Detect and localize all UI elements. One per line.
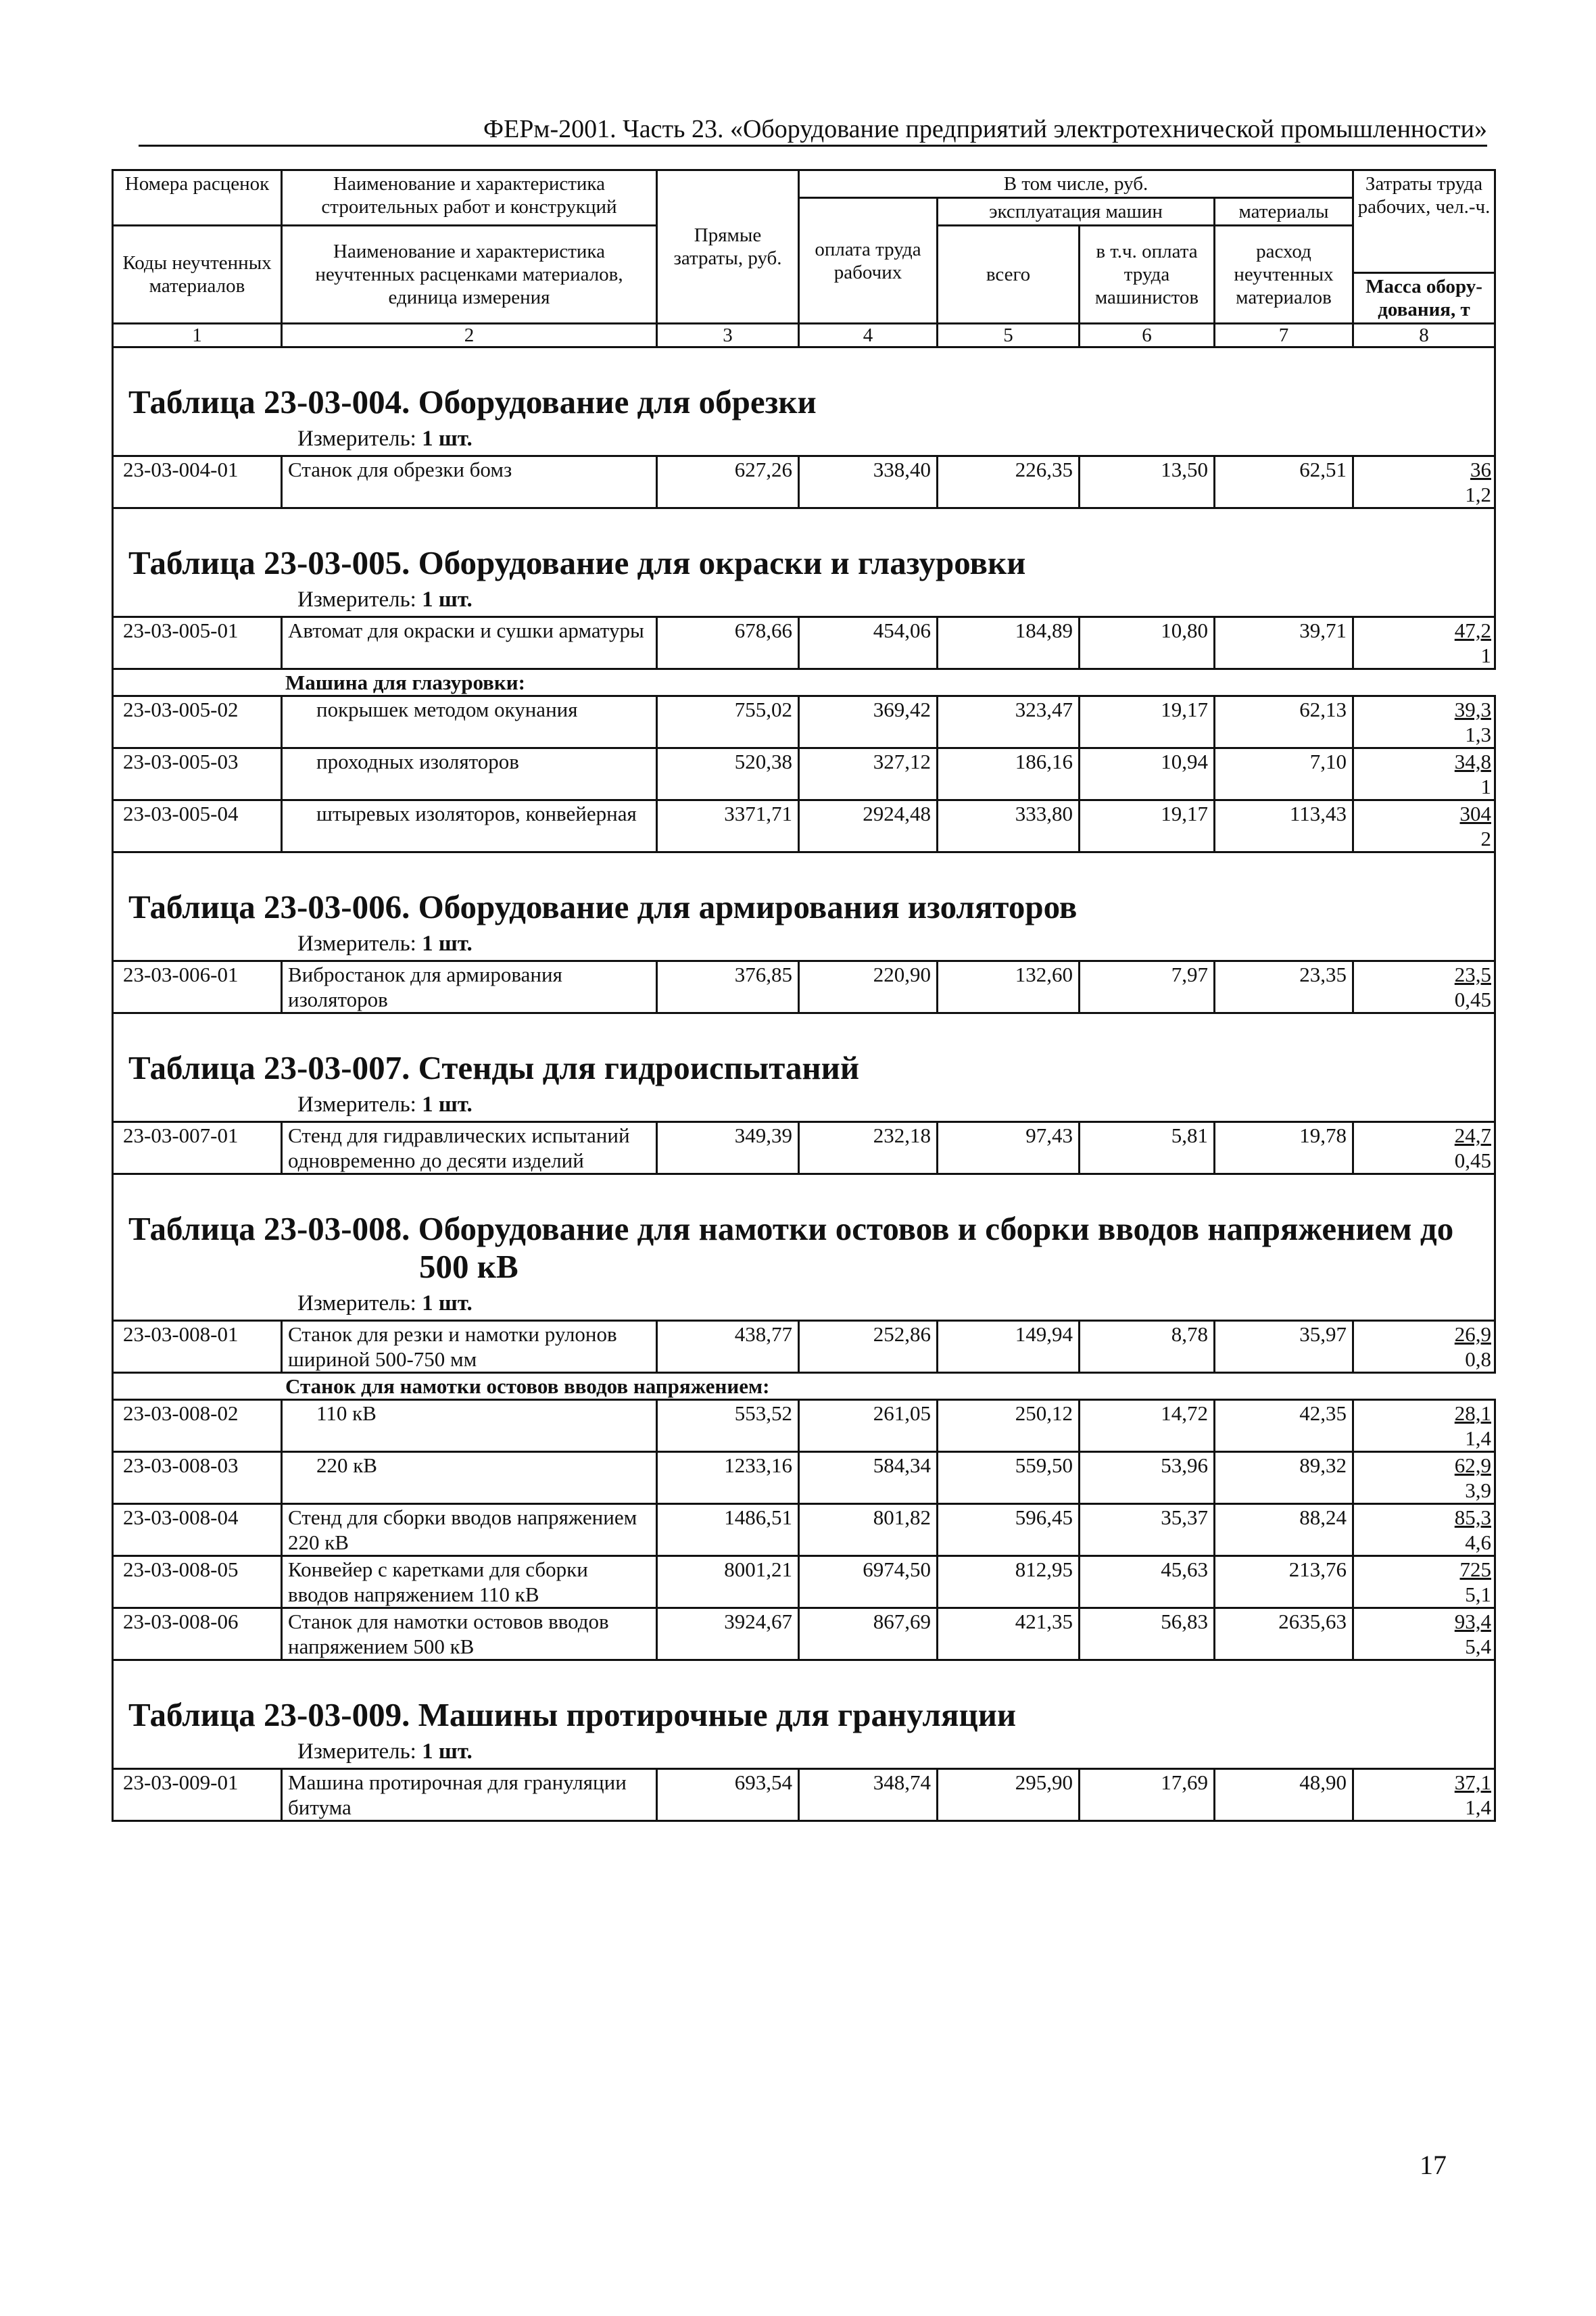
section-heading xyxy=(113,508,1495,617)
section-title-text: Таблица 23-03-008. Оборудование для намотки остовов и сборки вводов напряжением до xyxy=(128,1210,1454,1247)
machines-total: 132,60 xyxy=(938,961,1080,1013)
meter-unit: 1 шт. xyxy=(422,587,473,612)
labour-hours: 37,1 xyxy=(1454,1770,1491,1794)
column-numbers-row xyxy=(113,324,1495,347)
materials-cost: 42,35 xyxy=(1215,1400,1353,1452)
column-number: 5 xyxy=(938,324,1080,347)
section-title xyxy=(114,348,1494,421)
section-heading-row xyxy=(113,852,1495,961)
section-meter xyxy=(114,1286,1494,1320)
table-row xyxy=(113,748,1495,800)
worker-pay: 220,90 xyxy=(799,961,938,1013)
work-name: штыревых изоляторов, конвейерная xyxy=(282,800,657,852)
work-name: 220 кВ xyxy=(282,1452,657,1504)
equipment-mass: 3,9 xyxy=(1465,1478,1491,1502)
equipment-mass: 0,8 xyxy=(1465,1347,1491,1371)
header-direct-costs: Прямые затраты, руб. xyxy=(657,170,799,324)
machinist-pay: 53,96 xyxy=(1080,1452,1215,1504)
machinist-pay: 19,17 xyxy=(1080,800,1215,852)
meter-label: Измеритель: xyxy=(297,1291,422,1316)
materials-cost: 7,10 xyxy=(1215,748,1353,800)
machinist-pay: 56,83 xyxy=(1080,1608,1215,1660)
machinist-pay: 10,80 xyxy=(1080,617,1215,669)
column-number: 1 xyxy=(113,324,282,347)
table-header xyxy=(113,170,1495,347)
materials-cost: 88,24 xyxy=(1215,1504,1353,1556)
worker-pay: 327,12 xyxy=(799,748,938,800)
materials-cost: 35,97 xyxy=(1215,1321,1353,1373)
equipment-mass: 4,6 xyxy=(1465,1530,1491,1554)
direct-costs: 1486,51 xyxy=(657,1504,799,1556)
rate-code: 23-03-005-01 xyxy=(113,617,282,669)
column-number: 8 xyxy=(1353,324,1495,347)
section-title-text: Таблица 23-03-004. Оборудование для обрезки xyxy=(128,383,817,420)
section-title-text: Таблица 23-03-007. Стенды для гидроиспытаний xyxy=(128,1049,860,1086)
machines-total: 226,35 xyxy=(938,456,1080,508)
table-row xyxy=(113,1556,1495,1608)
meter-label: Измеритель: xyxy=(297,1092,422,1117)
header-including-group: В том числе, руб. xyxy=(799,170,1353,198)
section-title xyxy=(114,1175,1494,1286)
equipment-mass: 1 xyxy=(1480,775,1491,798)
meter-unit: 1 шт. xyxy=(422,1739,473,1764)
worker-pay: 2924,48 xyxy=(799,800,938,852)
machinist-pay: 19,17 xyxy=(1080,696,1215,748)
labour-hours: 304 xyxy=(1459,802,1491,825)
work-name: Станок для намотки остовов вводов напряжением 500 кВ xyxy=(282,1608,657,1660)
group-subheader-row xyxy=(113,1373,1495,1400)
section-meter xyxy=(114,1734,1494,1768)
column-number: 4 xyxy=(799,324,938,347)
labour-and-mass xyxy=(1353,748,1495,800)
meter-unit: 1 шт. xyxy=(422,1092,473,1117)
rate-code: 23-03-008-01 xyxy=(113,1321,282,1373)
meter-label: Измеритель: xyxy=(297,1739,422,1764)
equipment-mass: 1,4 xyxy=(1465,1426,1491,1450)
equipment-mass: 1,3 xyxy=(1465,723,1491,746)
machines-total: 149,94 xyxy=(938,1321,1080,1373)
section-heading-row xyxy=(113,1660,1495,1769)
labour-hours: 93,4 xyxy=(1454,1610,1491,1633)
work-name: Стенд для сборки вводов напряжением 220 кВ xyxy=(282,1504,657,1556)
section-heading xyxy=(113,852,1495,961)
direct-costs: 755,02 xyxy=(657,696,799,748)
machinist-pay: 5,81 xyxy=(1080,1122,1215,1174)
labour-hours: 34,8 xyxy=(1454,750,1491,773)
labour-and-mass xyxy=(1353,1608,1495,1660)
worker-pay: 454,06 xyxy=(799,617,938,669)
direct-costs: 3924,67 xyxy=(657,1608,799,1660)
direct-costs: 553,52 xyxy=(657,1400,799,1452)
labour-and-mass xyxy=(1353,617,1495,669)
equipment-mass: 1,2 xyxy=(1465,483,1491,506)
page-number: 17 xyxy=(1420,2150,1447,2180)
meter-unit: 1 шт. xyxy=(422,427,473,451)
rate-code: 23-03-005-04 xyxy=(113,800,282,852)
rate-code: 23-03-008-04 xyxy=(113,1504,282,1556)
labour-and-mass xyxy=(1353,961,1495,1013)
machinist-pay: 35,37 xyxy=(1080,1504,1215,1556)
section-title xyxy=(114,509,1494,582)
rate-code: 23-03-006-01 xyxy=(113,961,282,1013)
machinist-pay: 17,69 xyxy=(1080,1769,1215,1821)
header-materials-group: материалы xyxy=(1215,198,1353,226)
worker-pay: 801,82 xyxy=(799,1504,938,1556)
section-title-text: Таблица 23-03-009. Машины протирочные для грануляции xyxy=(128,1696,1017,1733)
section-title-continuation: 500 кВ xyxy=(419,1248,518,1285)
section-heading xyxy=(113,1013,1495,1122)
materials-cost: 19,78 xyxy=(1215,1122,1353,1174)
header-unaccounted-materials: Наименование и характеристика неучтенных расценками материалов, единица измерения xyxy=(282,226,657,324)
materials-cost: 2635,63 xyxy=(1215,1608,1353,1660)
rate-code: 23-03-005-03 xyxy=(113,748,282,800)
header-machinist-pay: в т.ч. оплата труда машинистов xyxy=(1080,226,1215,324)
table-row xyxy=(113,456,1495,508)
table-row xyxy=(113,1504,1495,1556)
materials-cost: 89,32 xyxy=(1215,1452,1353,1504)
table-body xyxy=(113,347,1495,1821)
header-equipment-mass: Масса обору-дования, т xyxy=(1353,273,1495,324)
labour-hours: 47,2 xyxy=(1454,619,1491,642)
machines-total: 596,45 xyxy=(938,1504,1080,1556)
equipment-mass: 0,45 xyxy=(1454,1149,1491,1172)
table-row xyxy=(113,961,1495,1013)
section-heading xyxy=(113,347,1495,456)
machinist-pay: 14,72 xyxy=(1080,1400,1215,1452)
machines-total: 184,89 xyxy=(938,617,1080,669)
labour-hours: 23,5 xyxy=(1454,963,1491,986)
section-heading xyxy=(113,1174,1495,1321)
labour-and-mass xyxy=(1353,1321,1495,1373)
table-row xyxy=(113,1122,1495,1174)
direct-costs: 520,38 xyxy=(657,748,799,800)
header-rate-numbers: Номера расценок xyxy=(113,170,282,226)
work-name: Станок для обрезки бомз xyxy=(282,456,657,508)
worker-pay: 261,05 xyxy=(799,1400,938,1452)
rate-code: 23-03-008-05 xyxy=(113,1556,282,1608)
machines-total: 559,50 xyxy=(938,1452,1080,1504)
labour-and-mass xyxy=(1353,1122,1495,1174)
labour-and-mass xyxy=(1353,800,1495,852)
rate-code: 23-03-009-01 xyxy=(113,1769,282,1821)
table-row xyxy=(113,800,1495,852)
equipment-mass: 1 xyxy=(1480,644,1491,667)
work-name: Стенд для гидравлических испытаний одновременно до десяти изделий xyxy=(282,1122,657,1174)
section-heading xyxy=(113,1660,1495,1769)
direct-costs: 8001,21 xyxy=(657,1556,799,1608)
machines-total: 812,95 xyxy=(938,1556,1080,1608)
labour-hours: 85,3 xyxy=(1454,1505,1491,1529)
work-name: Машина протирочная для грануляции битума xyxy=(282,1769,657,1821)
worker-pay: 6974,50 xyxy=(799,1556,938,1608)
materials-cost: 62,13 xyxy=(1215,696,1353,748)
labour-hours: 39,3 xyxy=(1454,698,1491,721)
labour-and-mass xyxy=(1353,1769,1495,1821)
section-title-text: Таблица 23-03-005. Оборудование для окраски и глазуровки xyxy=(128,544,1026,581)
equipment-mass: 5,1 xyxy=(1465,1583,1491,1606)
work-name: Автомат для окраски и сушки арматуры xyxy=(282,617,657,669)
section-heading-row xyxy=(113,1013,1495,1122)
materials-cost: 39,71 xyxy=(1215,617,1353,669)
meter-label: Измеритель: xyxy=(297,932,422,956)
rate-code: 23-03-008-02 xyxy=(113,1400,282,1452)
work-name: Станок для резки и намотки рулонов шириной 500-750 мм xyxy=(282,1321,657,1373)
table-row xyxy=(113,617,1495,669)
machines-total: 323,47 xyxy=(938,696,1080,748)
labour-and-mass xyxy=(1353,1504,1495,1556)
worker-pay: 252,86 xyxy=(799,1321,938,1373)
section-meter xyxy=(114,1087,1494,1121)
work-name: покрышек методом окунания xyxy=(282,696,657,748)
section-heading-row xyxy=(113,508,1495,617)
group-subheader: Машина для глазуровки: xyxy=(113,669,1495,696)
equipment-mass: 0,45 xyxy=(1454,988,1491,1011)
section-meter xyxy=(114,582,1494,616)
machines-total: 186,16 xyxy=(938,748,1080,800)
table-row xyxy=(113,1452,1495,1504)
equipment-mass: 5,4 xyxy=(1465,1635,1491,1658)
labour-and-mass xyxy=(1353,1452,1495,1504)
labour-and-mass xyxy=(1353,1556,1495,1608)
labour-hours: 36 xyxy=(1470,458,1491,481)
meter-label: Измеритель: xyxy=(297,587,422,612)
work-name: проходных изоляторов xyxy=(282,748,657,800)
table-row xyxy=(113,1321,1495,1373)
labour-hours: 725 xyxy=(1459,1558,1491,1581)
direct-costs: 376,85 xyxy=(657,961,799,1013)
section-heading-row xyxy=(113,347,1495,456)
column-number: 2 xyxy=(282,324,657,347)
header-unaccounted-codes: Коды неучтенных материалов xyxy=(113,226,282,324)
materials-cost: 113,43 xyxy=(1215,800,1353,852)
table-row xyxy=(113,1608,1495,1660)
machines-total: 295,90 xyxy=(938,1769,1080,1821)
machinist-pay: 7,97 xyxy=(1080,961,1215,1013)
table-row xyxy=(113,1400,1495,1452)
labour-hours: 28,1 xyxy=(1454,1401,1491,1425)
header-machines-total: всего xyxy=(938,226,1080,324)
rate-code: 23-03-004-01 xyxy=(113,456,282,508)
equipment-mass: 1,4 xyxy=(1465,1795,1491,1819)
group-subheader-row xyxy=(113,669,1495,696)
labour-and-mass xyxy=(1353,456,1495,508)
direct-costs: 627,26 xyxy=(657,456,799,508)
labour-hours: 62,9 xyxy=(1454,1453,1491,1477)
rate-code: 23-03-005-02 xyxy=(113,696,282,748)
machinist-pay: 8,78 xyxy=(1080,1321,1215,1373)
section-title xyxy=(114,1014,1494,1087)
machines-total: 250,12 xyxy=(938,1400,1080,1452)
meter-unit: 1 шт. xyxy=(422,932,473,956)
labour-hours: 24,7 xyxy=(1454,1124,1491,1147)
header-labour-hours: Затраты труда рабочих, чел.-ч. xyxy=(1353,170,1495,273)
machines-total: 421,35 xyxy=(938,1608,1080,1660)
section-title xyxy=(114,853,1494,926)
direct-costs: 1233,16 xyxy=(657,1452,799,1504)
labour-and-mass xyxy=(1353,696,1495,748)
machines-total: 333,80 xyxy=(938,800,1080,852)
materials-cost: 62,51 xyxy=(1215,456,1353,508)
materials-cost: 23,35 xyxy=(1215,961,1353,1013)
rate-code: 23-03-007-01 xyxy=(113,1122,282,1174)
header-machines-group: эксплуатация машин xyxy=(938,198,1215,226)
direct-costs: 349,39 xyxy=(657,1122,799,1174)
table-row xyxy=(113,696,1495,748)
machinist-pay: 10,94 xyxy=(1080,748,1215,800)
meter-label: Измеритель: xyxy=(297,427,422,451)
machinist-pay: 13,50 xyxy=(1080,456,1215,508)
meter-unit: 1 шт. xyxy=(422,1291,473,1316)
column-number: 7 xyxy=(1215,324,1353,347)
machinist-pay: 45,63 xyxy=(1080,1556,1215,1608)
column-number: 6 xyxy=(1080,324,1215,347)
worker-pay: 338,40 xyxy=(799,456,938,508)
section-heading-row xyxy=(113,1174,1495,1321)
table-row xyxy=(113,1769,1495,1821)
rate-code: 23-03-008-03 xyxy=(113,1452,282,1504)
direct-costs: 438,77 xyxy=(657,1321,799,1373)
section-meter xyxy=(114,926,1494,960)
direct-costs: 678,66 xyxy=(657,617,799,669)
section-title-text: Таблица 23-03-006. Оборудование для армирования изоляторов xyxy=(128,888,1078,925)
column-number: 3 xyxy=(657,324,799,347)
rates-table xyxy=(112,169,1496,1822)
equipment-mass: 2 xyxy=(1480,827,1491,850)
materials-cost: 213,76 xyxy=(1215,1556,1353,1608)
rate-code: 23-03-008-06 xyxy=(113,1608,282,1660)
worker-pay: 369,42 xyxy=(799,696,938,748)
worker-pay: 348,74 xyxy=(799,1769,938,1821)
header-worker-pay: оплата труда рабочих xyxy=(799,198,938,324)
labour-hours: 26,9 xyxy=(1454,1322,1491,1346)
work-name: Вибростанок для армирования изоляторов xyxy=(282,961,657,1013)
header-work-name: Наименование и характеристика строительных работ и конструкций xyxy=(282,170,657,226)
running-header: ФЕРм-2001. Часть 23. «Оборудование предприятий электротехнической промышленности» xyxy=(139,114,1487,147)
machines-total: 97,43 xyxy=(938,1122,1080,1174)
work-name: 110 кВ xyxy=(282,1400,657,1452)
labour-and-mass xyxy=(1353,1400,1495,1452)
direct-costs: 693,54 xyxy=(657,1769,799,1821)
work-name: Конвейер с каретками для сборки вводов напряжением 110 кВ xyxy=(282,1556,657,1608)
rates-table-sheet xyxy=(112,169,1494,1822)
worker-pay: 867,69 xyxy=(799,1608,938,1660)
group-subheader: Станок для намотки остовов вводов напряжением: xyxy=(113,1373,1495,1400)
header-material-consumption: расход неучтенных материалов xyxy=(1215,226,1353,324)
worker-pay: 232,18 xyxy=(799,1122,938,1174)
worker-pay: 584,34 xyxy=(799,1452,938,1504)
direct-costs: 3371,71 xyxy=(657,800,799,852)
section-meter xyxy=(114,421,1494,455)
section-title xyxy=(114,1661,1494,1734)
materials-cost: 48,90 xyxy=(1215,1769,1353,1821)
